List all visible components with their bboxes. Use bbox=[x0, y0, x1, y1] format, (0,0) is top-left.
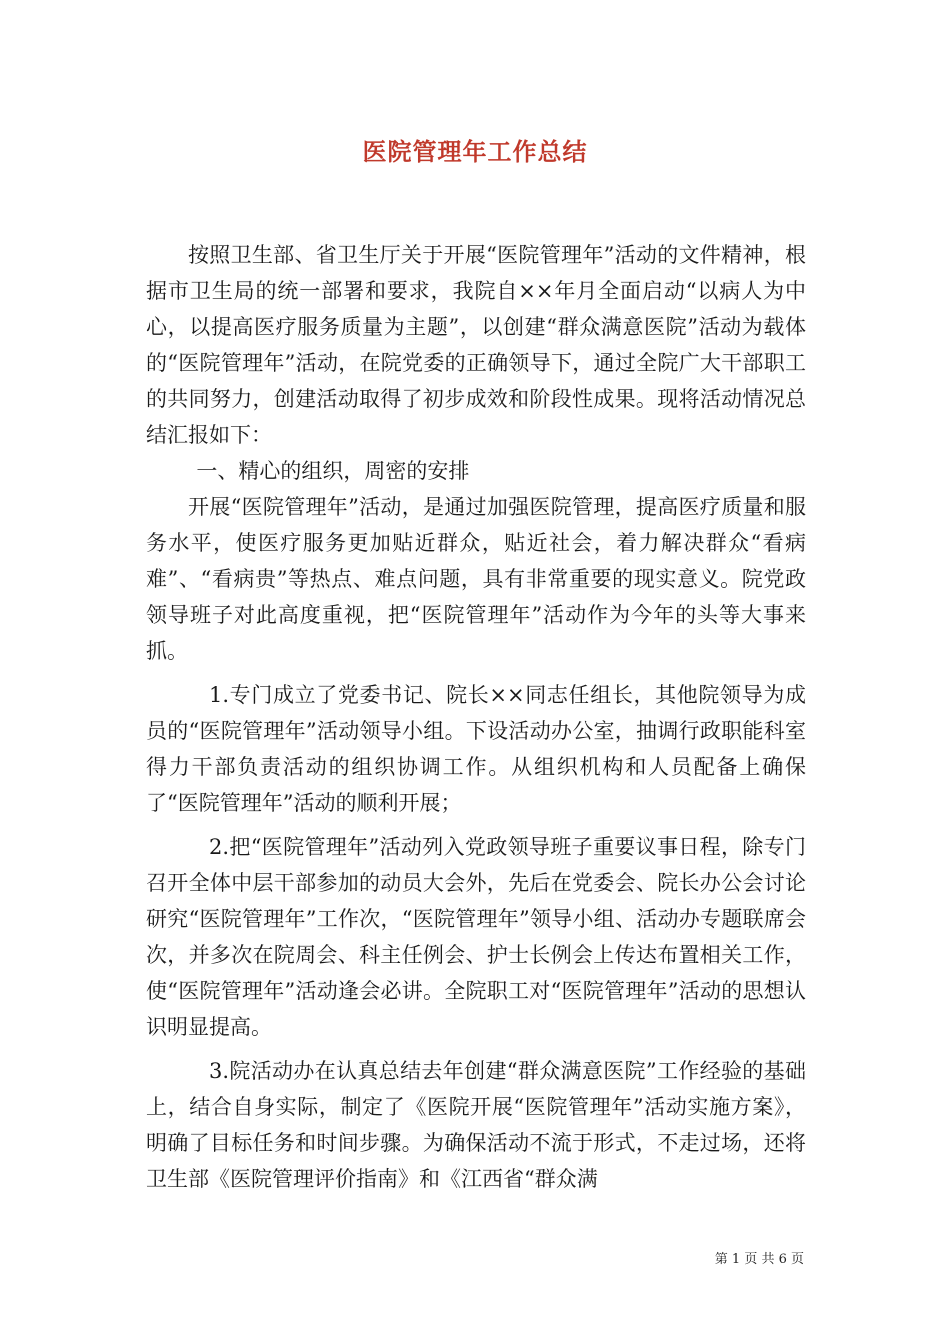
section-heading: 一、精心的组织，周密的安排 bbox=[196, 459, 470, 483]
document-body bbox=[146, 237, 806, 1197]
list-item-1: 1.专门成立了党委书记、院长××同志任组长，其他院领导为成员的“医院管理年”活动领导小组。下设活动办公室，抽调行政职能科室得力干部负责活动的组织协调工作。从组织机构和人员配备上确保了“医院管理年”活动的顺利开展； bbox=[146, 683, 806, 815]
page-number: 第 1 页 共 6 页 bbox=[714, 1252, 804, 1267]
document-title: 医院管理年工作总结 bbox=[362, 137, 588, 166]
section-paragraph: 开展“医院管理年”活动，是通过加强医院管理，提高医疗质量和服务水平，使医疗服务更加贴近群众，贴近社会，着力解决群众“看病难”、“看病贵”等热点、难点问题，具有非常重要的现实意义。院党政领导班子对此高度重视，把“医院管理年”活动作为今年的头等大事来抓。 bbox=[146, 495, 806, 663]
list-item-3: 3.院活动办在认真总结去年创建“群众满意医院”工作经验的基础上，结合自身实际，制定了《医院开展“医院管理年”活动实施方案》，明确了目标任务和时间步骤。为确保活动不流于形式，不走过场，还将卫生部《医院管理评价指南》和《江西省“群众满 bbox=[146, 1059, 806, 1191]
list-item-2: 2.把“医院管理年”活动列入党政领导班子重要议事日程，除专门召开全体中层干部参加的动员大会外，先后在党委会、院长办公会讨论研究“医院管理年”工作次，“医院管理年”领导小组、活动办专题联席会次，并多次在院周会、科主任例会、护士长例会上传达布置相关工作，使“医院管理年”活动逢会必讲。全院职工对“医院管理年”活动的思想认识明显提高。 bbox=[146, 835, 806, 1039]
intro-paragraph: 按照卫生部、省卫生厅关于开展“医院管理年”活动的文件精神，根据市卫生局的统一部署和要求，我院自××年月全面启动“以病人为中心，以提高医疗服务质量为主题”，以创建“群众满意医院”活动为载体的“医院管理年”活动，在院党委的正确领导下，通过全院广大干部职工的共同努力，创建活动取得了初步成效和阶段性成果。现将活动情况总结汇报如下： bbox=[146, 243, 806, 447]
